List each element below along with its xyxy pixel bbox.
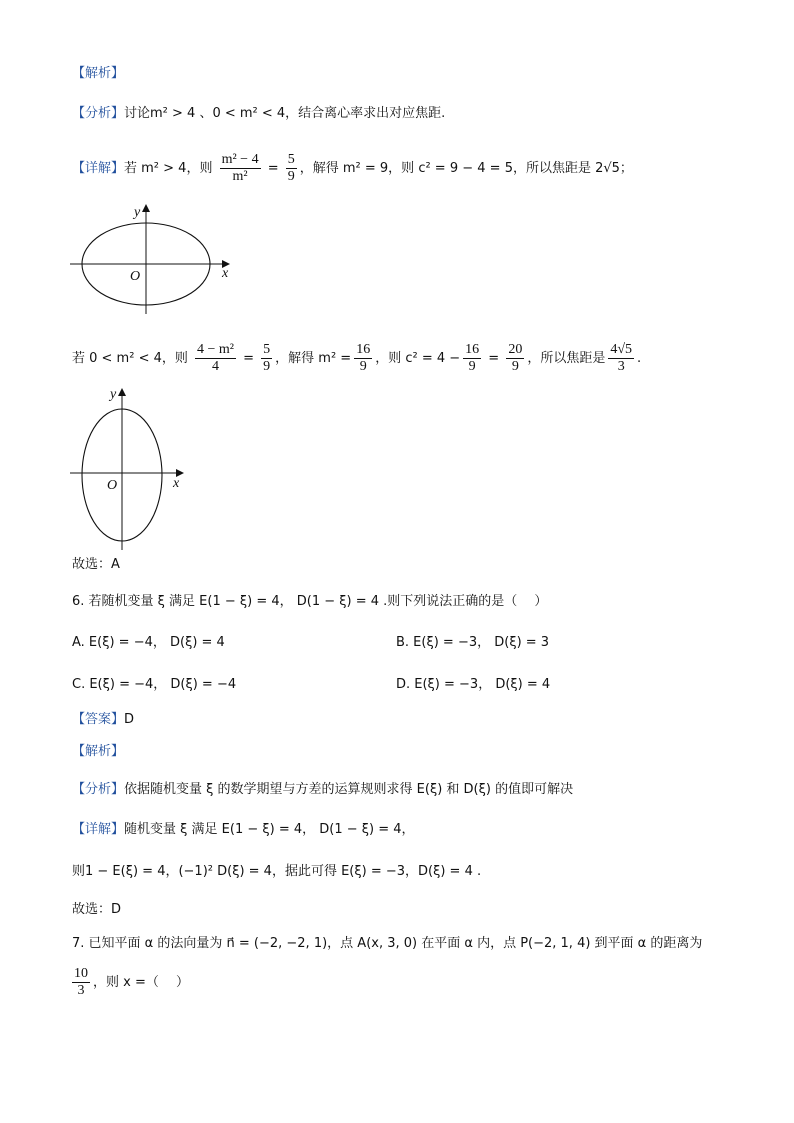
- fig1-y-label: y: [134, 205, 141, 220]
- detail-tag: 【详解】: [72, 161, 125, 176]
- summary-text: 讨论m² > 4 、0 < m² < 4，结合离心率求出对应焦距.: [124, 106, 446, 121]
- q7-tail: ，则 x =（ ）: [93, 975, 189, 990]
- case1-fraction-1: $\frac{\text{m² − 4}}{\text{m²}}$: [221, 152, 259, 184]
- detail-case2: 若 0 < m² < 4，则 $\frac{\text{4 − m²}}{4}$ = $\frac{5}{9}$ ，解得 m² = $\frac{16}{9}$ ，则 c² = 4 − $\frac{16}{9}$ = $\frac{20}{9}$ ，所以焦距是 $\frac{4√5}{3}$ .: [72, 342, 642, 374]
- case2-fraction-2: $\frac{5}{9}$: [263, 342, 271, 374]
- case2-fraction-3: $\frac{16}{9}$: [356, 342, 371, 374]
- q6-answer-tag: 【答案】: [72, 712, 125, 727]
- case1-fraction-2: $\frac{5}{9}$: [287, 152, 295, 184]
- case1-result: ，解得 m² = 9，则 c² = 9 − 4 = 5，所以焦距是 2√5；: [299, 161, 633, 176]
- case2-condition: 若 0 < m² < 4，则: [72, 351, 188, 366]
- q6-analysis-heading: 【解析】: [72, 744, 125, 759]
- q6-answer-value: D: [124, 712, 135, 727]
- fig1-origin-label: O: [130, 269, 141, 284]
- analysis-heading: 【解析】: [72, 66, 125, 81]
- q6-detail-text: 随机变量 ξ 满足 E(1 − ξ) = 4， D(1 − ξ) = 4，: [124, 822, 415, 837]
- horizontal-ellipse-figure: [70, 196, 240, 316]
- q7-stem-cont: [72, 966, 189, 999]
- detail-case1: 【详解】若 m² > 4，则 $\frac{\text{m² − 4}}{\text{m²}}$ = $\frac{5}{9}$ ，解得 m² = 9，则 c² = 9 − 4 = 5，所以焦距是 2√5；: [72, 152, 633, 184]
- q6-option-c: C. E(ξ) = −4， D(ξ) = −4: [72, 677, 237, 692]
- analysis-summary: [72, 104, 445, 124]
- q6-stem: 6. 若随机变量 ξ 满足 E(1 − ξ) = 4， D(1 − ξ) = 4 .则下列说法正确的是（ ）: [72, 594, 548, 609]
- case1-condition: 若 m² > 4，则: [124, 161, 213, 176]
- fig2-origin-label: O: [107, 478, 118, 493]
- vertical-ellipse-figure: [70, 382, 200, 552]
- q5-answer: 故选：A: [72, 557, 120, 572]
- q6-summary: 【分析】依据随机变量 ξ 的数学期望与方差的运算规则求得 E(ξ) 和 D(ξ) 的值即可解决: [72, 782, 574, 797]
- fig2-x-label: x: [173, 476, 180, 491]
- q6-answer-line: [72, 710, 134, 730]
- summary-tag: 【分析】: [72, 106, 125, 121]
- fig1-x-label: x: [222, 266, 229, 281]
- case2-fraction-6: $\frac{4√5}{3}$: [610, 342, 633, 374]
- q7-stem: 7. 已知平面 α 的法向量为 n⃗ = (−2, −2, 1)，点 A(x, 3, 0) 在平面 α 内，点 P(−2, 1, 4) 到平面 α 的距离为: [72, 936, 703, 951]
- q6-option-d: D. E(ξ) = −3， D(ξ) = 4: [396, 677, 551, 692]
- q6-detail: 【详解】随机变量 ξ 满足 E(1 − ξ) = 4， D(1 − ξ) = 4，: [72, 822, 415, 837]
- case2-fraction-4: $\frac{16}{9}$: [465, 342, 480, 374]
- fig2-y-label: y: [110, 387, 117, 402]
- q6-option-b: B. E(ξ) = −3， D(ξ) = 3: [396, 635, 550, 650]
- case2-fraction-1: $\frac{\text{4 − m²}}{4}$: [197, 342, 234, 374]
- q6-summary-text: 依据随机变量 ξ 的数学期望与方差的运算规则求得 E(ξ) 和 D(ξ) 的值即可解决: [124, 782, 574, 797]
- q6-option-a: A. E(ξ) = −4， D(ξ) = 4: [72, 635, 225, 650]
- q6-final-answer: 故选：D: [72, 902, 122, 917]
- q7-distance-fraction: $\frac{10}{3}$: [74, 966, 88, 998]
- case2-fraction-5: $\frac{20}{9}$: [508, 342, 523, 374]
- q6-step2: 则1 − E(ξ) = 4，(−1)² D(ξ) = 4，据此可得 E(ξ) = −3，D(ξ) = 4 .: [72, 864, 482, 879]
